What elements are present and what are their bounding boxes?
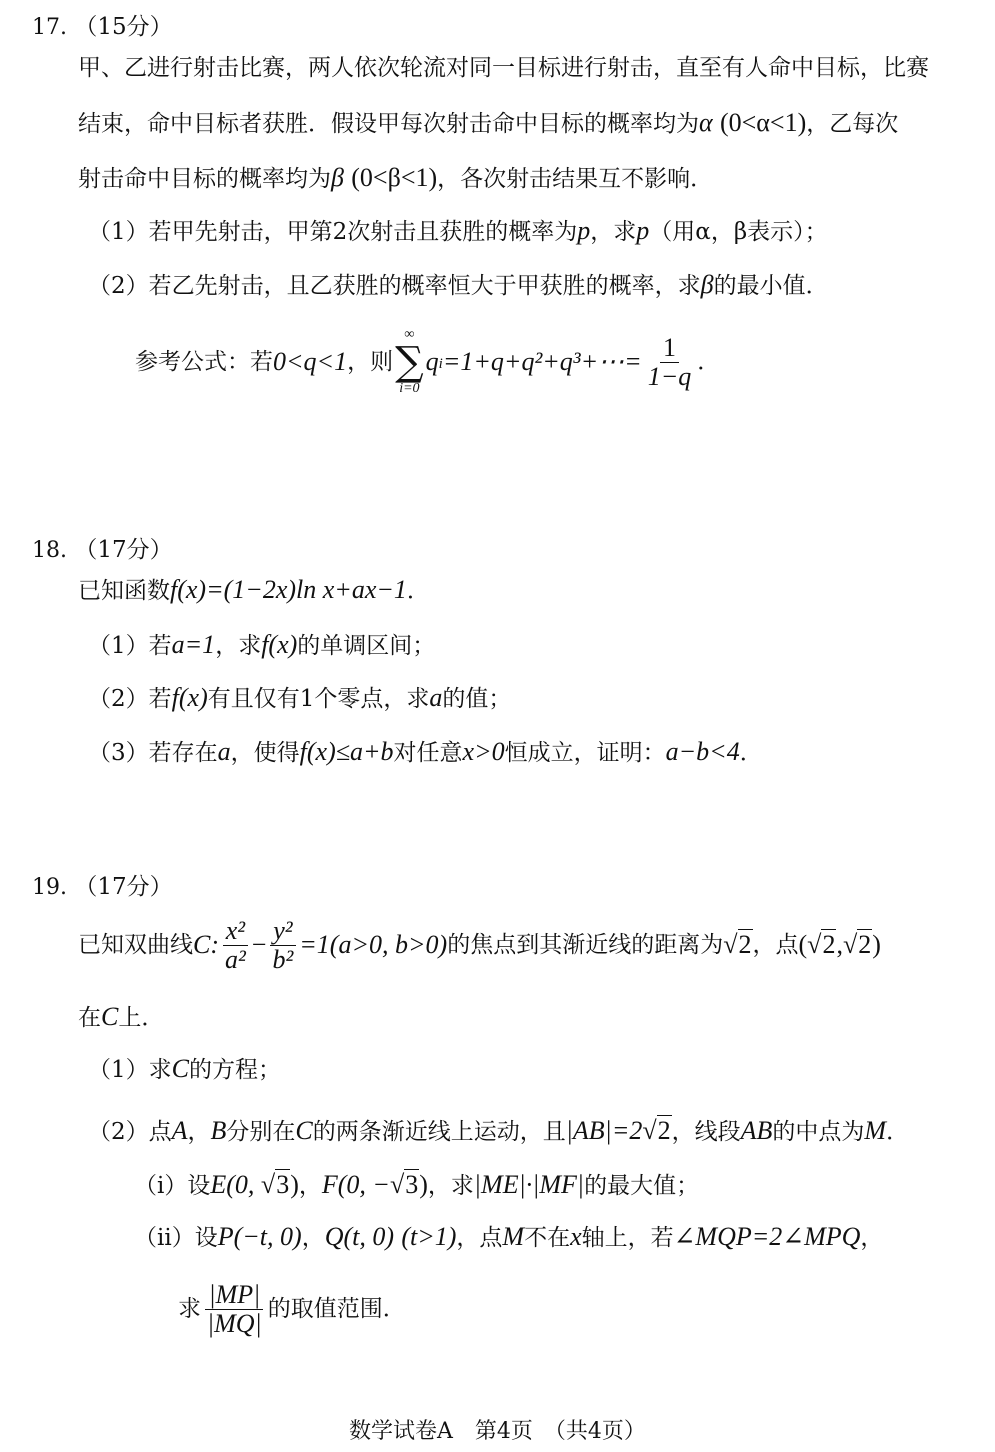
ref-fraction-num: 1 [660, 334, 679, 363]
q19-stem-line1 [78, 912, 881, 978]
q19-part1a: （1）求 [88, 1057, 172, 1083]
point-E: E(0, [210, 1170, 261, 1199]
q19-sub-ii: （ii）设P(−t, 0)，Q(t, 0) (t>1)，点M不在x轴上，若∠MQP=2∠MPQ， [134, 1222, 884, 1251]
point-x-radicand: 2 [822, 930, 836, 959]
q18-part3e: ． [739, 740, 763, 766]
q17-part2 [88, 270, 829, 301]
q18-points: （17分） [74, 537, 173, 563]
q18-part3b: ，使得 [230, 740, 300, 766]
frac-b2: b² [272, 944, 294, 974]
q19-sub-ii-d: 轴上，若 [581, 1225, 674, 1251]
minus-sign: − [251, 930, 267, 959]
ref-then: ，则 [347, 349, 394, 375]
point-M-2: M [502, 1222, 525, 1251]
ME-MF-product: |ME|·|MF| [473, 1170, 585, 1199]
curve-C-4: C [295, 1116, 313, 1145]
q17-part1c: （用α，β表示）； [649, 219, 828, 245]
q18-part3-result: a−b<4 [665, 737, 740, 766]
q17-stem2a: 结束，命中目标者获胜．假设甲每次射击命中目标的概率均为 [78, 111, 699, 137]
q17-reference-formula [135, 328, 720, 396]
q17-stem-line3 [78, 163, 713, 194]
q18-part3-a: a [217, 737, 231, 766]
alpha-symbol: α [699, 108, 713, 137]
q19-sub-ii-line2 [178, 1276, 406, 1342]
point-M: M [864, 1116, 887, 1145]
q19-sub-ii-g: 的取值范围． [267, 1296, 406, 1322]
sum-term-exp: i [438, 356, 443, 372]
ref-condition: 0<q<1 [273, 347, 348, 376]
q19-sub-i-a: （i）设 [134, 1173, 211, 1199]
q17-number: 17. [32, 15, 67, 40]
p-symbol: p [577, 216, 591, 245]
F-sqrt: √3 [389, 1170, 419, 1199]
F-radicand: 3 [405, 1170, 419, 1199]
q17-stem-line2 [78, 108, 898, 139]
summation-symbol [395, 328, 424, 396]
point-sqrt-x: √2 [807, 930, 836, 959]
E-sqrt: √3 [260, 1170, 290, 1199]
q17-heading [32, 12, 173, 43]
F-close: ) [419, 1170, 428, 1199]
page-footer: 数学试卷A 第4页 （共4页） [349, 1419, 646, 1444]
q18-part3c: 对任意 [393, 740, 463, 766]
q19-part2 [88, 1116, 909, 1147]
q18-stem [78, 575, 430, 606]
q19-part2d: 的两条渐近线上运动，且 [312, 1119, 566, 1145]
sum-sigma: ∑ [395, 339, 424, 385]
frac-MQ: |MQ| [207, 1308, 262, 1338]
q19-number: 19. [32, 875, 67, 900]
x-axis-symbol: x [570, 1222, 582, 1251]
q18-part3d: 恒成立，证明： [504, 740, 666, 766]
point-close: ) [872, 930, 881, 959]
q19-sub-i: （i）设E(0, √3)，F(0, −√3)，求|ME|·|MF|的最大值； [134, 1170, 700, 1199]
q19-cond: =1(a>0, b>0) [299, 930, 448, 959]
q19-part2g: ． [886, 1119, 910, 1145]
p-symbol-2: p [636, 216, 650, 245]
q18-part1-cond: a=1 [171, 630, 216, 659]
frac-y2: y² [270, 917, 295, 946]
frac-a2: a² [225, 944, 246, 974]
q18-part1c: 的单调区间； [297, 633, 436, 659]
q18-part3-x: x>0 [462, 737, 505, 766]
y2-over-b2 [269, 917, 296, 974]
point-open: ( [798, 930, 808, 959]
point-B: B [210, 1116, 227, 1145]
curve-C-3: C [171, 1054, 189, 1083]
q19-stem-line2 [78, 1002, 164, 1033]
q19-curve-C: C: [193, 930, 219, 959]
point-Q: Q(t, 0) [324, 1222, 395, 1251]
q18-part1b: ，求 [215, 633, 262, 659]
point-sqrt-y: √2 [842, 930, 872, 959]
ab-sqrt: √2 [642, 1116, 671, 1145]
ref-fraction-den: 1−q [647, 361, 692, 391]
q18-number: 18. [32, 538, 67, 563]
ref-label: 参考公式：若 [135, 349, 273, 375]
q19-sub-ii-e: ， [860, 1225, 884, 1251]
q19-sub-i-c: 的最大值； [584, 1173, 700, 1199]
sqrt-2-radicand: 2 [738, 930, 752, 959]
beta-condition: (0<β<1) [351, 163, 438, 192]
q18-part2a: （2）若 [88, 686, 172, 712]
q17-stem2b: ，乙每次 [806, 111, 899, 137]
point-P: P(−t, 0) [217, 1222, 302, 1251]
frac-MP: |MP| [205, 1281, 263, 1310]
ref-fraction [645, 334, 695, 391]
sum-upper: ∞ [404, 327, 415, 342]
q19-sub-ii-c: 不在 [524, 1225, 571, 1251]
q19-stem-label: 已知双曲线 [78, 932, 193, 958]
q18-part1 [88, 630, 435, 661]
q19-part2a: （2）点 [88, 1119, 172, 1145]
sqrt-2: √2 [723, 930, 752, 959]
q19-sub-ii-b: ，点 [456, 1225, 503, 1251]
point-sep: , [836, 930, 843, 959]
beta-symbol-2: β [700, 270, 714, 299]
q17-part1 [88, 216, 828, 247]
q18-part3a: （3）若存在 [88, 740, 218, 766]
q19-part2e: ，线段 [671, 1119, 741, 1145]
sum-term-q: q [425, 347, 439, 376]
q19-ab-length: |AB|=2 [565, 1116, 643, 1145]
q18-part3 [88, 737, 763, 768]
q18-stem-end: ． [406, 578, 430, 604]
q18-stem-label: 已知函数 [78, 578, 170, 604]
q17-stem3a: 射击命中目标的概率均为 [78, 166, 331, 192]
q19-stem-comma: ，点 [752, 932, 799, 958]
t-condition: (t>1) [401, 1222, 457, 1251]
q17-points: （15分） [74, 14, 173, 40]
q18-part2b: 有且仅有1个零点，求 [207, 686, 430, 712]
curve-C-2: C [101, 1002, 119, 1031]
q18-heading [32, 535, 173, 566]
q17-part2-text: （2）若乙先射击，且乙获胜的概率恒大于甲获胜的概率，求 [88, 273, 701, 299]
point-F: F(0, − [321, 1170, 390, 1199]
point-A: A [171, 1116, 188, 1145]
alpha-condition: (0<α<1) [719, 108, 807, 137]
point-y-radicand: 2 [858, 930, 872, 959]
q19-part1b: 的方程； [188, 1057, 281, 1083]
q19-part2f: 的中点为 [772, 1119, 865, 1145]
q18-function: f(x)=(1−2x)ln x+ax−1 [170, 575, 407, 604]
q18-part2-a: a [429, 683, 443, 712]
q18-part1-f: f(x) [261, 630, 298, 659]
q19-sub-ii-f: 求 [178, 1296, 201, 1322]
q18-part3-ineq: f(x)≤a+b [299, 737, 394, 766]
sum-lower: i=0 [399, 381, 420, 396]
q19-heading [32, 872, 173, 903]
q17-part1b: ，求 [590, 219, 637, 245]
q19-points: （17分） [74, 874, 173, 900]
beta-symbol: β [331, 163, 344, 192]
q18-part2c: 的值； [442, 686, 512, 712]
E-radicand: 3 [276, 1170, 290, 1199]
ref-end: ． [697, 349, 721, 375]
q17-stem3b: ，各次射击结果互不影响． [437, 166, 714, 192]
q19-stem2b: 上． [118, 1005, 165, 1031]
q17-part2b: 的最小值． [713, 273, 829, 299]
q19-part2c: 分别在 [226, 1119, 296, 1145]
q17-stem-line1: 甲、乙进行射击比赛，两人依次轮流对同一目标进行射击，直至有人命中目标，比赛 [78, 55, 929, 81]
q19-part1 [88, 1054, 281, 1085]
q17-part1-text: （1）若甲先射击，甲第2次射击且获胜的概率为 [88, 219, 578, 245]
q18-part1a: （1）若 [88, 633, 172, 659]
q19-sub-i-b: ，求 [427, 1173, 474, 1199]
frac-x2: x² [223, 917, 248, 946]
MP-over-MQ [204, 1281, 265, 1338]
q19-stem2a: 在 [78, 1005, 101, 1031]
x2-over-a2 [222, 917, 249, 974]
E-close: ) [290, 1170, 299, 1199]
q18-part2 [88, 683, 511, 714]
segment-AB: AB [740, 1116, 773, 1145]
ab-radicand: 2 [657, 1116, 671, 1145]
q18-part2-f: f(x) [171, 683, 208, 712]
angle-condition: ∠MQP=2∠MPQ [673, 1222, 861, 1251]
q19-stem-mid: 的焦点到其渐近线的距离为 [447, 932, 724, 958]
q19-part2b: ， [187, 1119, 211, 1145]
ref-series: =1+q+q²+q³+⋯= [442, 347, 642, 376]
q19-sub-ii-a: （ii）设 [134, 1225, 218, 1251]
